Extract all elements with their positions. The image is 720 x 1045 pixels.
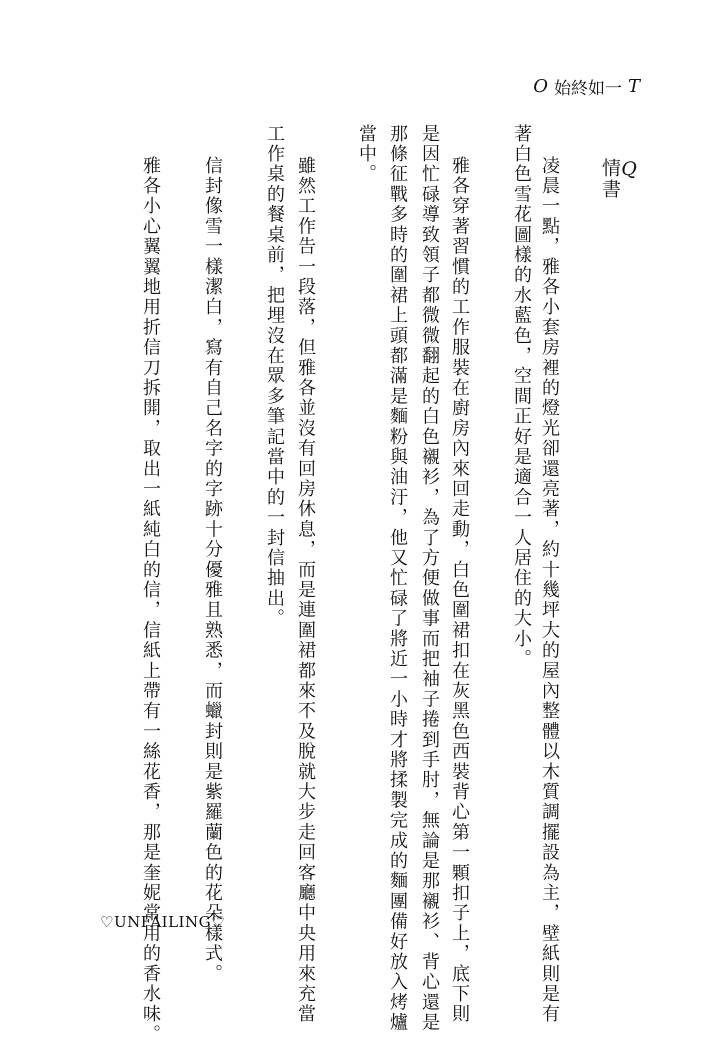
header-title: 始終如一 [553,79,622,99]
text-column-9: 信封像雪一樣潔白，寫有自己名字的字跡十分優雅且熟悉，而蠟封則是紫羅蘭色的花朵樣式。 [202,156,223,985]
text-column-10: 雅各小心翼翼地用折信刀拆開，取出一紙純白的信，信紙上帶有一絲花香，那是奎妮常用的香水味。 [140,156,161,1045]
text-column-1: 凌晨一點，雅各小套房裡的燈光卻還亮著，約十幾坪大的屋內整體以木質調擺設為主，壁紙則是有 [539,156,560,1025]
text-column-3: 雅各穿著習慣的工作服裝在廚房內來回走動，白色圍裙扣在灰黑色西裝背心第一顆扣子上，底下則 [449,156,470,1025]
running-footer: ♡UNFAILING♡ [100,913,226,931]
text-column-2: 著白色雪花圖樣的水藍色，空間正好是適合一人居住的大小。 [511,124,532,670]
text-column-5: 那條征戰多時的圍裙上頭都滿是麵粉與油汙，他又忙碌了將近一小時才將揉製完成的麵團備好放入烤爐 [387,124,408,1033]
running-header [533,74,640,99]
text-column-7: 雖然工作告一段落，但雅各並沒有回房休息，而是連圍裙都來不及脫就大步走回客廳中央用來充當 [295,156,316,1025]
text-column-6: 當中。 [356,124,377,185]
text-column-4: 是因忙碌導致領子都微微翻起的白色襯衫，為了方便做事而把袖子捲到手肘，無論是那襯衫、背心還是 [419,124,440,1033]
header-ornament-right: T [627,76,640,97]
chapter-heading [600,158,638,200]
header-ornament-left: O [533,76,548,97]
chapter-title: 情書 [599,158,621,200]
text-column-8: 工作桌的餐桌前，把埋沒在眾多筆記當中的一封信抽出。 [264,124,285,629]
chapter-mark: Q [618,158,640,182]
